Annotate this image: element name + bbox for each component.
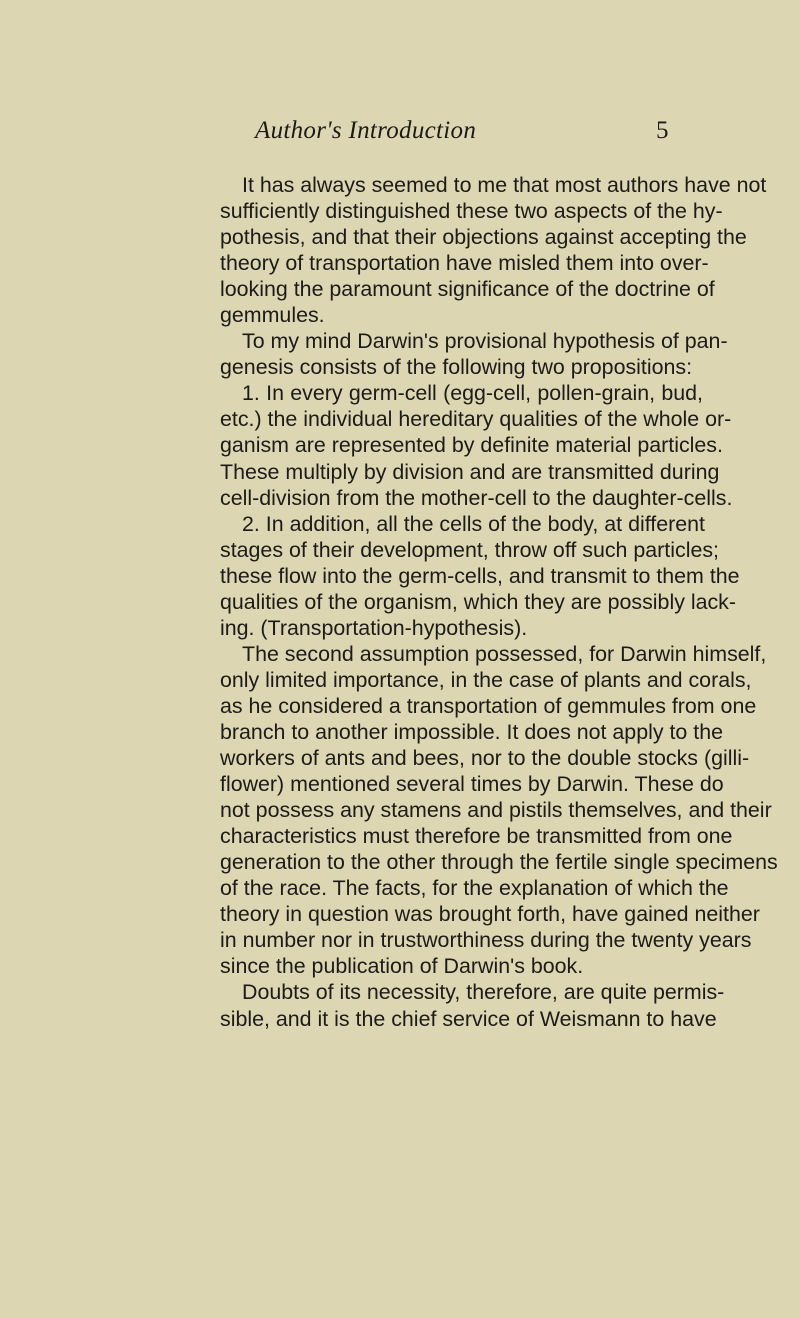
text-line: not possess any stamens and pistils themselves, and their xyxy=(220,798,772,823)
text-line: looking the paramount significance of the doctrine of xyxy=(220,277,715,302)
text-line: gemmules. xyxy=(220,303,325,328)
text-line: genesis consists of the following two propositions: xyxy=(220,355,693,380)
text-line: To my mind Darwin's provisional hypothesis of pan- xyxy=(242,329,728,354)
body-text xyxy=(220,172,778,1032)
paragraph xyxy=(220,641,778,980)
text-line: It has always seemed to me that most authors have not xyxy=(242,173,767,197)
text-line: workers of ants and bees, nor to the double stocks (gilli- xyxy=(220,746,750,771)
text-line: Doubts of its necessity, therefore, are quite permis- xyxy=(242,980,725,1005)
text-line: These multiply by division and are transmitted during xyxy=(220,459,720,484)
paragraph xyxy=(220,511,740,641)
text-line: ganism are represented by definite material particles. xyxy=(220,433,723,458)
text-line: theory of transportation have misled them into over- xyxy=(220,251,709,276)
text-line: sufficiently distinguished these two aspects of the hy- xyxy=(220,199,723,224)
paragraph xyxy=(220,979,725,1031)
text-line: only limited importance, in the case of plants and corals, xyxy=(220,667,752,692)
text-line: characteristics must therefore be transmitted from one xyxy=(220,824,733,849)
text-line: 1. In every germ-cell (egg-cell, pollen-grain, bud, xyxy=(242,381,703,406)
text-line: flower) mentioned several times by Darwin. These do xyxy=(220,772,724,797)
text-line: of the race. The facts, for the explanation of which the xyxy=(220,876,729,901)
page-number: 5 xyxy=(656,117,669,144)
text-line: as he considered a transportation of gemmules from one xyxy=(220,693,757,718)
text-line: in number nor in trustworthiness during the twenty years xyxy=(220,928,752,953)
text-line: cell-division from the mother-cell to the daughter-cells. xyxy=(220,485,733,510)
paragraph xyxy=(220,328,728,380)
text-line: sible, and it is the chief service of Weismann to have xyxy=(220,1006,717,1031)
text-line: these flow into the germ-cells, and transmit to them the xyxy=(220,563,740,588)
text-line: generation to the other through the fertile single specimens xyxy=(220,850,778,875)
text-line: branch to another impossible. It does not apply to the xyxy=(220,719,723,744)
text-line: ing. (Transportation-hypothesis). xyxy=(220,615,528,640)
paragraph xyxy=(220,172,767,328)
text-line: The second assumption possessed, for Darwin himself, xyxy=(242,641,767,666)
text-line: theory in question was brought forth, have gained neither xyxy=(220,902,760,927)
text-line: stages of their development, throw off such particles; xyxy=(220,537,719,562)
text-line: etc.) the individual hereditary qualities of the whole or- xyxy=(220,407,732,432)
text-line: since the publication of Darwin's book. xyxy=(220,954,584,979)
text-line: pothesis, and that their objections against accepting the xyxy=(220,225,747,250)
text-line: 2. In addition, all the cells of the body, at different xyxy=(242,511,705,536)
paragraph xyxy=(220,380,733,510)
text-line: qualities of the organism, which they are possibly lack- xyxy=(220,589,736,614)
running-title: Author's Introduction xyxy=(255,117,477,144)
running-head xyxy=(0,111,800,151)
